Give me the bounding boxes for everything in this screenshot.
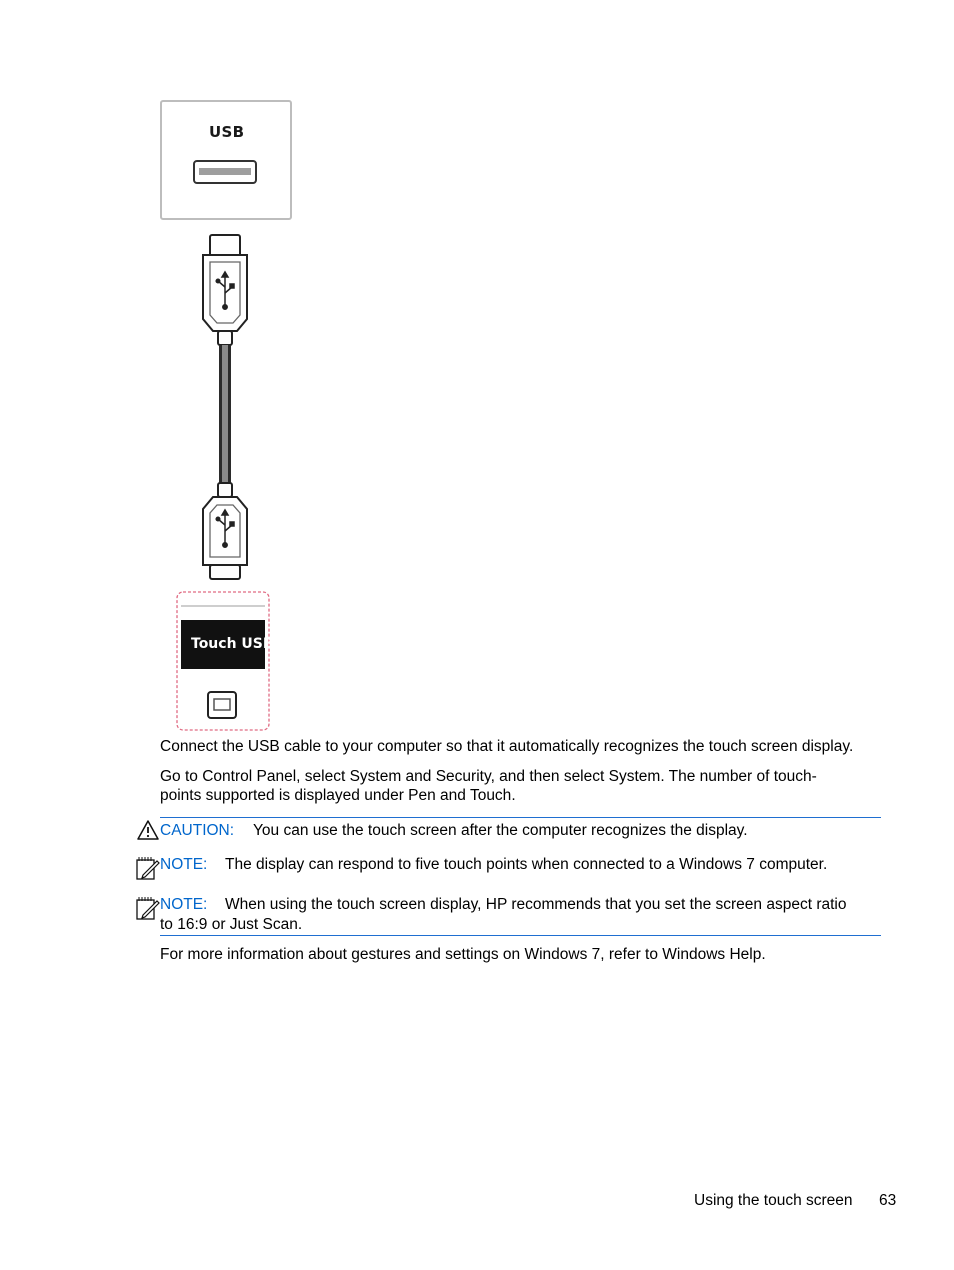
system-term: System: [608, 768, 661, 785]
warning-icon: [137, 820, 159, 840]
note-text-1: The display can respond to five touch points when connected to a Windows 7 computer.: [225, 856, 828, 873]
note-block-2: [135, 893, 895, 935]
note-text-2: When using the touch screen display, HP recommends that you set the screen aspect ratio: [225, 896, 847, 913]
usb-connection-figure: [155, 95, 305, 735]
just-scan-term: Just Scan: [229, 916, 298, 933]
note-text-2-line2: to 16:9 or Just Scan.: [160, 916, 303, 933]
note-icon: [135, 895, 160, 921]
pen-touch-term: Pen and Touch: [408, 787, 512, 804]
control-panel-term: Control Panel: [202, 768, 297, 785]
note-label-2: NOTE:: [160, 896, 208, 913]
caution-block: [135, 819, 895, 841]
system-security-term: System and Security: [349, 768, 491, 785]
touch-usb-label: Touch USB: [191, 636, 274, 652]
paragraph-control-panel: Go to Control Panel, select System and Security, and then select System. The number of touch- points supported is displayed under Pen and Touch.: [160, 768, 817, 804]
page-number: 63: [879, 1192, 897, 1209]
paragraph-more-info: For more information about gestures and settings on Windows 7, refer to Windows Help.: [160, 946, 766, 963]
footer-section-title: Using the touch screen: [694, 1192, 853, 1209]
usb-port-label: USB: [209, 123, 245, 141]
note-label-1: NOTE:: [160, 856, 208, 873]
caution-top-rule: [160, 817, 881, 818]
caution-text: You can use the touch screen after the computer recognizes the display.: [253, 822, 748, 839]
note-icon: [135, 855, 160, 881]
note-bottom-rule: [160, 935, 881, 936]
caution-label: CAUTION:: [160, 822, 235, 839]
note-block-1: [135, 853, 895, 883]
paragraph-connect-cable: Connect the USB cable to your computer so that it automatically recognizes the touch screen display.: [160, 738, 854, 755]
